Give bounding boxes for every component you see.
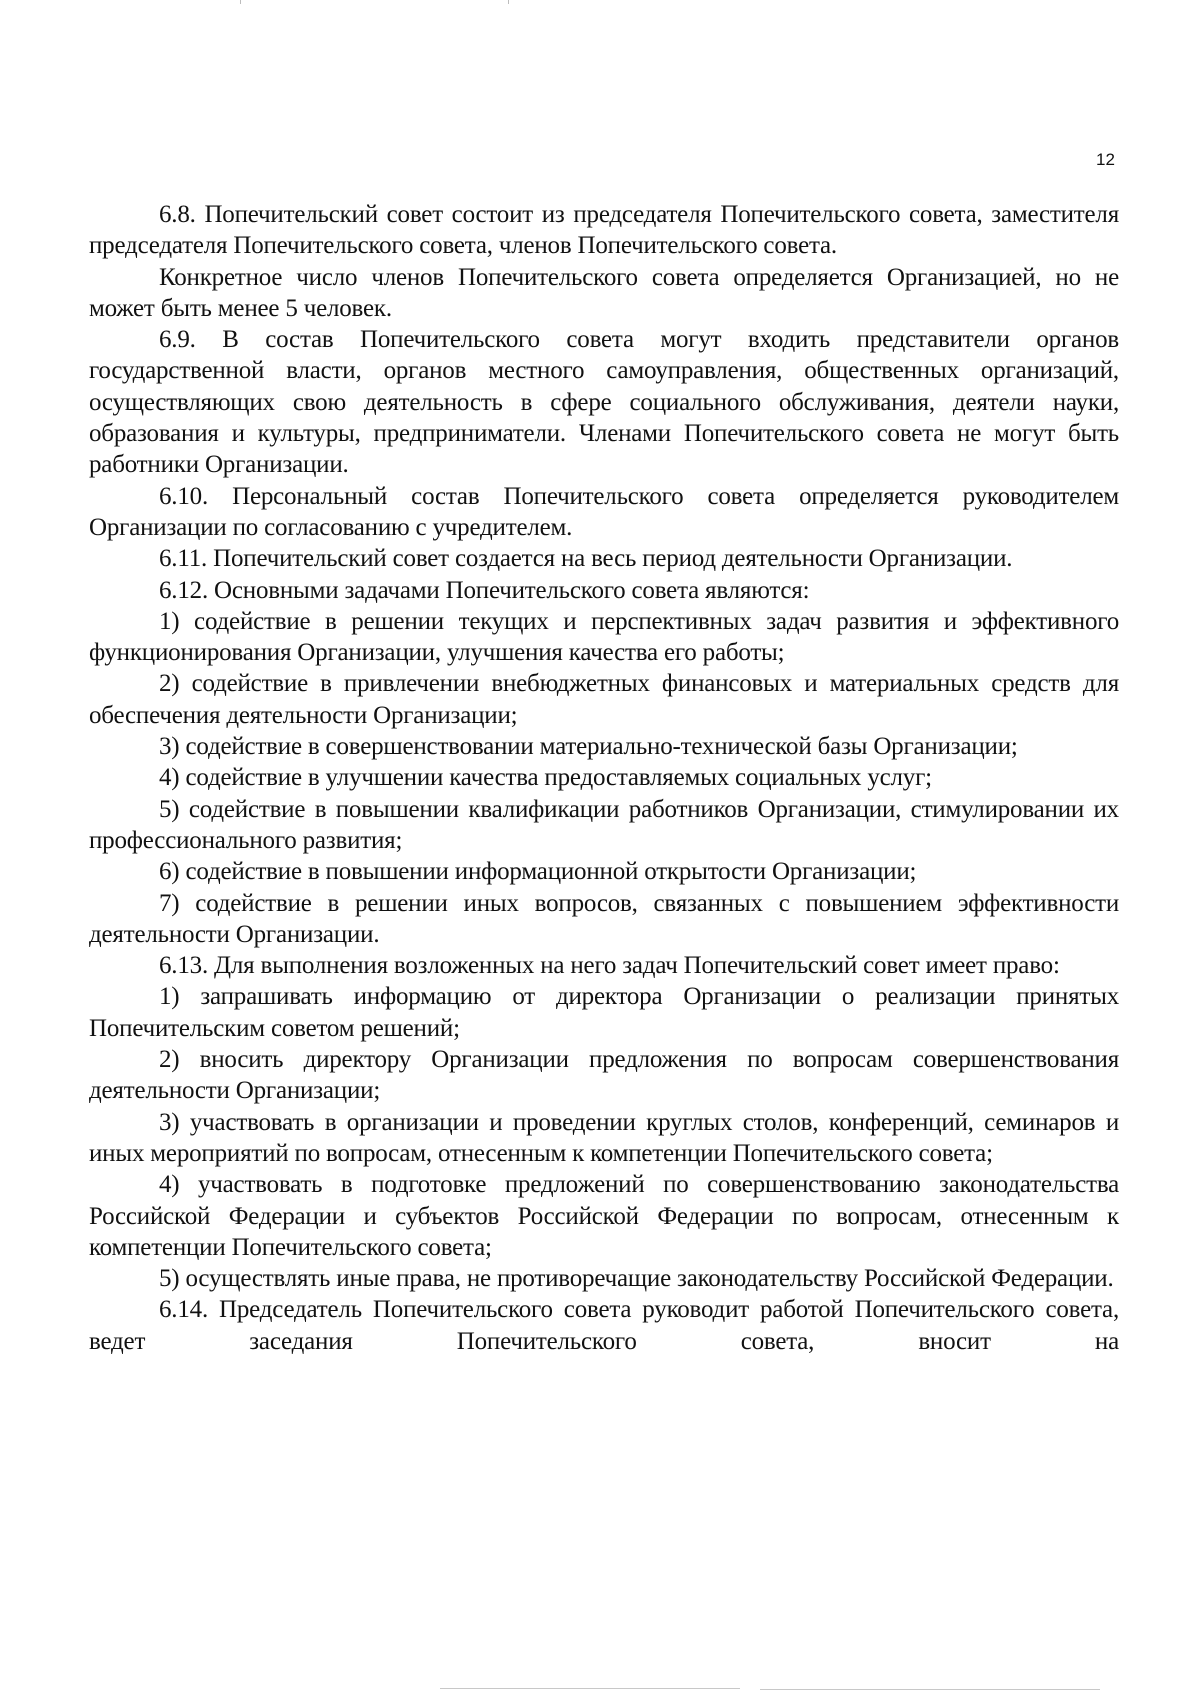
list-item: 4) содействие в улучшении качества предоставляемых социальных услуг; bbox=[159, 764, 932, 792]
scan-artifact-bottom-line bbox=[440, 1688, 740, 1689]
list-item: 1) запрашивать информацию от директора Организации о реализации принятых Попечительским советом решений; bbox=[89, 983, 1119, 1042]
list-item: 7) содействие в решении иных вопросов, связанных с повышением эффективности деятельности Организации. bbox=[89, 889, 1119, 948]
paragraph: 6.9. В состав Попечительского совета могут входить представители органов государственной власти, органов местного самоуправления, общественных организаций, осуществляющих свою деятельность в сфере социального обслуживания, деятели науки, образования и культуры, предприниматели. Членами Попечительского совета не могут быть работники Организации. bbox=[89, 326, 1119, 479]
list-item: 2) содействие в привлечении внебюджетных финансовых и материальных средств для обеспечения деятельности Организации; bbox=[89, 670, 1119, 729]
list-item: 3) участвовать в организации и проведении круглых столов, конференций, семинаров и иных мероприятий по вопросам, отнесенным к компетенции Попечительского совета; bbox=[89, 1108, 1119, 1167]
list-item: 4) участвовать в подготовке предложений по совершенствованию законодательства Российской Федерации и субъектов Российской Федерации по вопросам, отнесенным к компетенции Попечительского совета; bbox=[89, 1171, 1119, 1261]
page-number: 12 bbox=[1096, 150, 1115, 169]
paragraph: 6.8. Попечительский совет состоит из председателя Попечительского совета, заместителя председателя Попечительского совета, членов Попечительского совета. bbox=[89, 201, 1119, 260]
paragraph: 6.12. Основными задачами Попечительского совета являются: bbox=[159, 576, 810, 604]
scan-artifact-top-left bbox=[240, 0, 241, 4]
list-item: 5) осуществлять иные права, не противоречащие законодательству Российской Федерации. bbox=[159, 1265, 1114, 1293]
scan-artifact-top-right bbox=[508, 0, 509, 4]
list-item: 2) вносить директору Организации предложения по вопросам совершенствования деятельности Организации; bbox=[89, 1046, 1119, 1105]
list-item: 3) содействие в совершенствовании материально-технической базы Организации; bbox=[159, 733, 1018, 761]
list-item: 6) содействие в повышении информационной открытости Организации; bbox=[159, 858, 917, 886]
list-item: 1) содействие в решении текущих и перспективных задач развития и эффективного функционирования Организации, улучшения качества его работы; bbox=[89, 607, 1119, 667]
scan-artifact-bottom-line bbox=[760, 1689, 1100, 1690]
paragraph: Конкретное число членов Попечительского совета определяется Организацией, но не может быть менее 5 человек. bbox=[89, 263, 1119, 322]
paragraph: 6.14. Председатель Попечительского совета руководит работой Попечительского совета, ведет заседания Попечительского совета, вносит на bbox=[89, 1296, 1119, 1355]
document-body bbox=[89, 199, 1119, 1357]
paragraph: 6.11. Попечительский совет создается на весь период деятельности Организации. bbox=[159, 545, 1013, 573]
paragraph: 6.10. Персональный состав Попечительского совета определяется руководителем Организации по согласованию с учредителем. bbox=[89, 482, 1119, 541]
list-item: 5) содействие в повышении квалификации работников Организации, стимулировании их профессионального развития; bbox=[89, 795, 1119, 854]
paragraph: 6.13. Для выполнения возложенных на него задач Попечительский совет имеет право: bbox=[159, 952, 1060, 980]
